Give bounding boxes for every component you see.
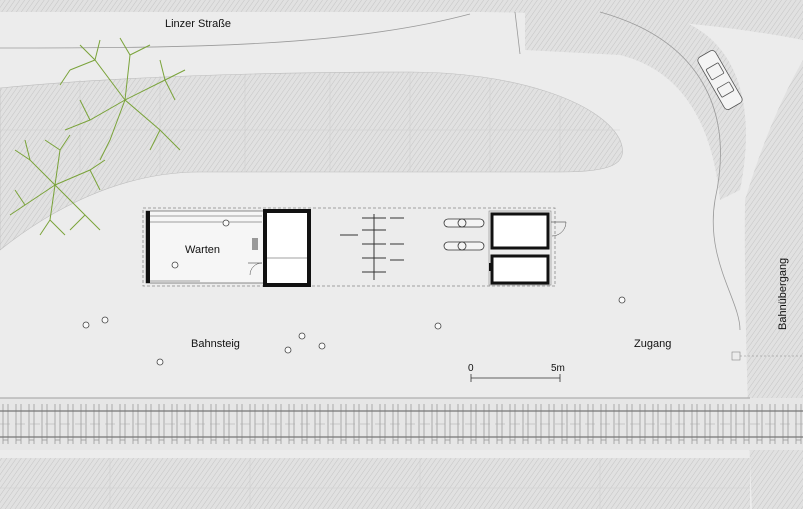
railway-track <box>0 398 803 450</box>
scale-start-label: 0 <box>468 363 474 374</box>
level-crossing-label: Bahnübergang <box>777 257 789 330</box>
bottom-verge <box>0 458 750 509</box>
scale-end-label: 5m <box>551 363 565 374</box>
wc-block <box>265 211 309 285</box>
street-label: Linzer Straße <box>165 18 232 30</box>
access-label: Zugang <box>634 338 672 350</box>
platform-label: Bahnsteig <box>191 338 240 350</box>
waiting-label: Warten <box>185 244 221 256</box>
